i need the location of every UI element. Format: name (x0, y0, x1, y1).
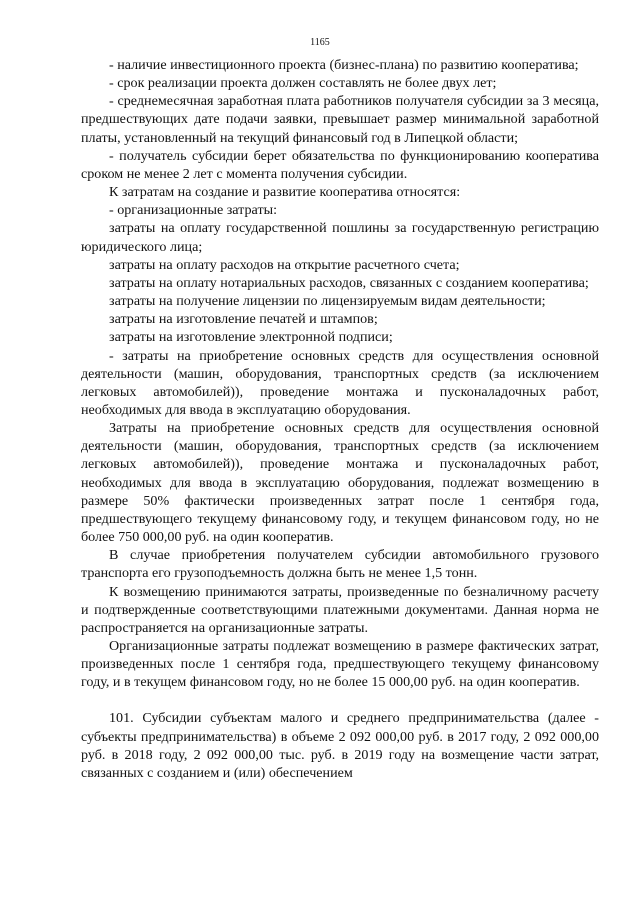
paragraph: К возмещению принимаются затраты, произведенные по безналичному расчету и подтвержденные соответствующими платежными документами. Данная норма не распространяется на организационные затраты. (81, 583, 599, 636)
paragraph: 101. Субсидии субъектам малого и среднего предпринимательства (далее - субъекты предпринимательства) в объеме 2 092 000,00 руб. в 2017 году, 2 092 000,00 руб. в 2018 году, 2 092 000,00 тыс. руб. в 2019 году на возмещение части затрат, связанных с созданием и (или) обеспечением (81, 710, 599, 781)
paragraph: затраты на оплату государственной пошлины за государственную регистрацию юридического лица; (81, 220, 599, 255)
paragraph: затраты на оплату нотариальных расходов, связанных с созданием кооператива; (109, 274, 589, 291)
paragraph: - получатель субсидии берет обязательства по функционированию кооператива сроком не менее 2 лет с момента получения субсидии. (81, 147, 599, 182)
document-body (81, 56, 599, 782)
paragraph: Затраты на приобретение основных средств для осуществления основной деятельности (машин, оборудования, транспортных средств (за исключением легковых автомобилей)), проведение монтажа и пусконаладочных работ, необходимых для ввода в эксплуатацию оборудования, подлежат возмещению в размере 50% фактически произведенных затрат после 1 сентября года, предшествующего текущему финансовому году, и текущем финансовом году, но не более 750 000,00 руб. на один кооператив. (81, 420, 599, 546)
paragraph: затраты на изготовление электронной подписи; (109, 329, 393, 346)
paragraph: - наличие инвестиционного проекта (бизнес-плана) по развитию кооператива; (109, 57, 579, 73)
paragraph: К затратам на создание и развитие кооператива относятся: (109, 184, 461, 201)
paragraph: В случае приобретения получателем субсидии автомобильного грузового транспорта его грузоподъемность должна быть не менее 1,5 тонн. (81, 547, 599, 582)
paragraph: - среднемесячная заработная плата работников получателя субсидии за 3 месяца, предшествующих дате подачи заявки, превышает размер минимальной заработной платы, установленный на текущий финансовый год в Липецкой области; (81, 93, 599, 146)
paragraph: затраты на оплату расходов на открытие расчетного счета; (109, 256, 460, 273)
paragraph: - срок реализации проекта должен составлять не более двух лет; (109, 75, 497, 92)
paragraph: Организационные затраты подлежат возмещению в размере фактических затрат, произведенных после 1 сентября года, предшествующего текущему финансовому году, и в текущем финансовом году, но не более 15 000,00 руб. на один кооператив. (81, 638, 599, 691)
paragraph: затраты на получение лицензии по лицензируемым видам деятельности; (109, 293, 546, 310)
paragraph: затраты на изготовление печатей и штампов; (109, 311, 378, 328)
paragraph: - затраты на приобретение основных средств для осуществления основной деятельности (машин, оборудования, транспортных средств (за исключением легковых автомобилей)), проведение монтажа и пусконаладочных работ, необходимых для ввода в эксплуатацию оборудования. (81, 347, 599, 418)
page-number: 1165 (310, 37, 330, 48)
paragraph: - организационные затраты: (109, 202, 277, 219)
